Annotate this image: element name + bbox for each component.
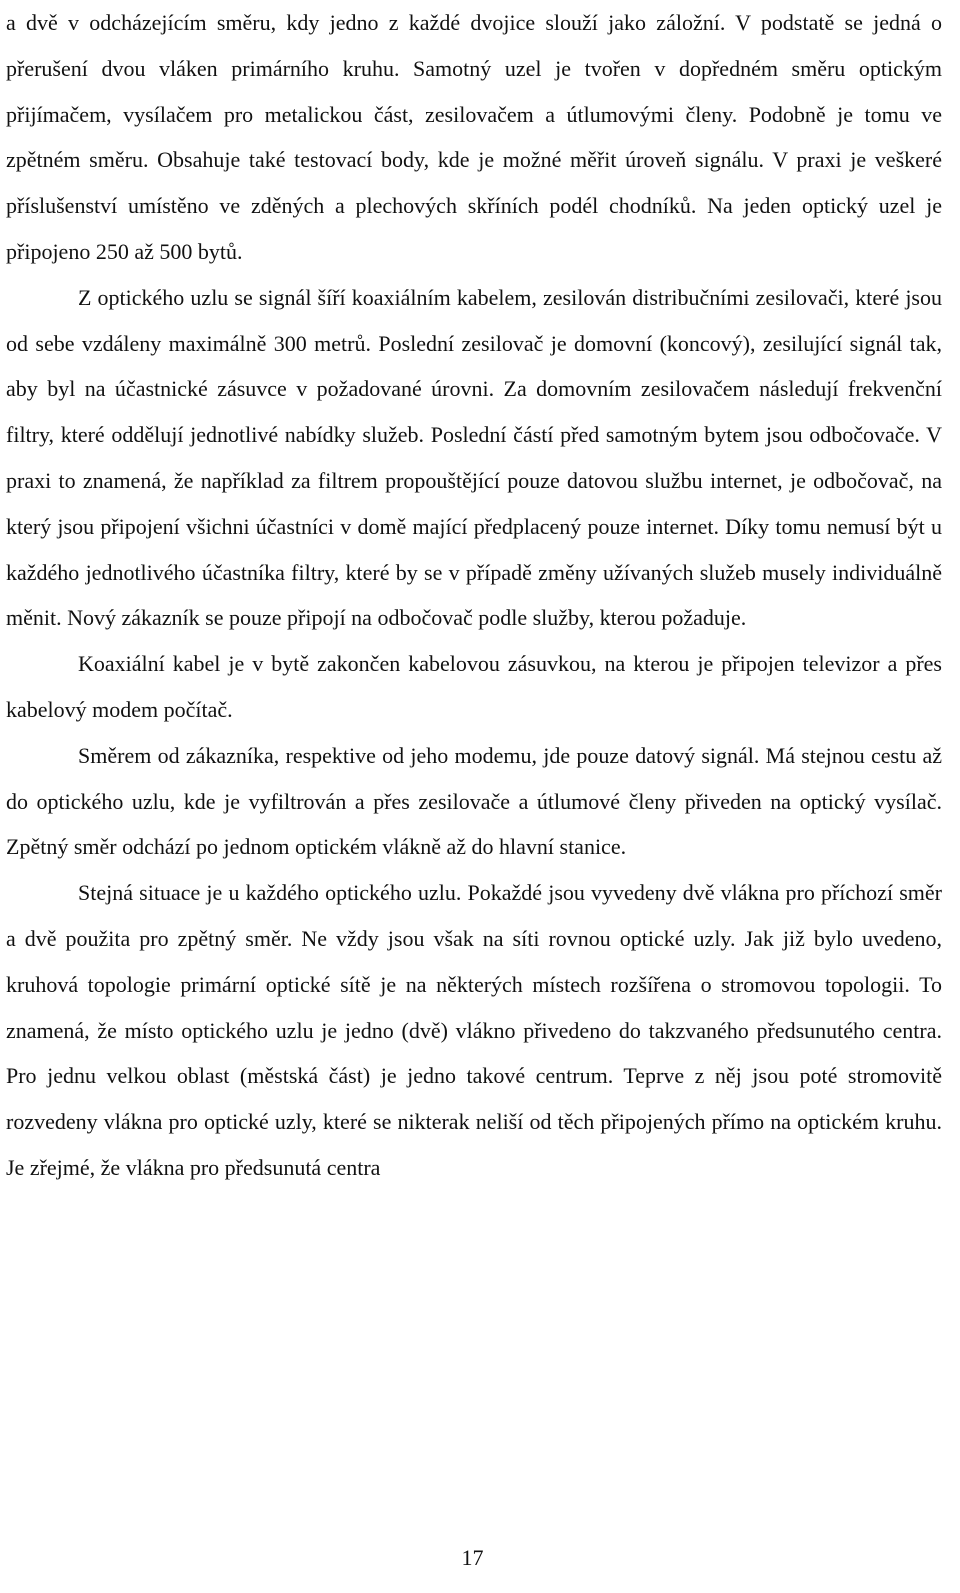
paragraph-3: Koaxiální kabel je v bytě zakončen kabelovou zásuvkou, na kterou je připojen televizor a přes kabelový modem počítač. [6, 651, 942, 722]
paragraph-2: Z optického uzlu se signál šíří koaxiálním kabelem, zesilován distribučními zesilovači, které jsou od sebe vzdáleny maximálně 300 metrů. Poslední zesilovač je domovní (koncový), zesilující signál tak, aby byl na účastnické zásuvce v požadované úrovni. Za domovním zesilovačem následují frekvenční filtry, které oddělují jednotlivé nabídky služeb. Poslední částí před samotným bytem jsou odbočovače. V praxi to znamená, že například za filtrem propouštějící pouze datovou službu internet, je odbočovač, na který jsou připojení všichni účastníci v domě mající předplacený pouze internet. Díky tomu nemusí být u každého jednotlivého účastníka filtry, které by se v případě změny užívaných služeb musely individuálně měnit. Nový zákazník se pouze připojí na odbočovač podle služby, kterou požaduje. [6, 284, 942, 631]
paragraph-5: Stejná situace je u každého optického uzlu. Pokaždé jsou vyvedeny dvě vlákna pro příchozí směr a dvě použita pro zpětný směr. Ne vždy jsou však na síti rovnou optické uzly. Jak již bylo uvedeno, kruhová topologie primární optické sítě je na některých místech rozšířena o stromovou topologii. To znamená, že místo optického uzlu je jedno (dvě) vlákno přivedeno do takzvaného předsunutého centra. Pro jednu velkou oblast (městská část) je jedno takové centrum. Teprve z něj jsou poté stromovitě rozvedeny vlákna pro optické uzly, které se nikterak neliší od těch připojených přímo na optickém kruhu. Je zřejmé, že vlákna pro předsunutá centra [6, 880, 942, 1180]
paragraph-1: a dvě v odcházejícím směru, kdy jedno z každé dvojice slouží jako záložní. V podstatě se jedná o přerušení dvou vláken primárního kruhu. Samotný uzel je tvořen v dopředném směru optickým přijímačem, vysílačem pro metalickou část, zesilovačem a útlumovými členy. Podobně je tomu ve zpětném směru. Obsahuje také testovací body, kde je možné měřit úroveň signálu. V praxi je veškeré příslušenství umístěno ve zděných a plechových skříních podél chodníků. Na jeden optický uzel je připojeno 250 až 500 bytů. [6, 10, 942, 264]
body-text [6, 0, 942, 1191]
paragraph-4: Směrem od zákazníka, respektive od jeho modemu, jde pouze datový signál. Má stejnou cestu až do optického uzlu, kde je vyfiltrován a přes zesilovače a útlumové členy přiveden na optický vysílač. Zpětný směr odchází po jednom optickém vlákně až do hlavní stanice. [6, 742, 942, 860]
page-number: 17 [461, 1545, 484, 1570]
